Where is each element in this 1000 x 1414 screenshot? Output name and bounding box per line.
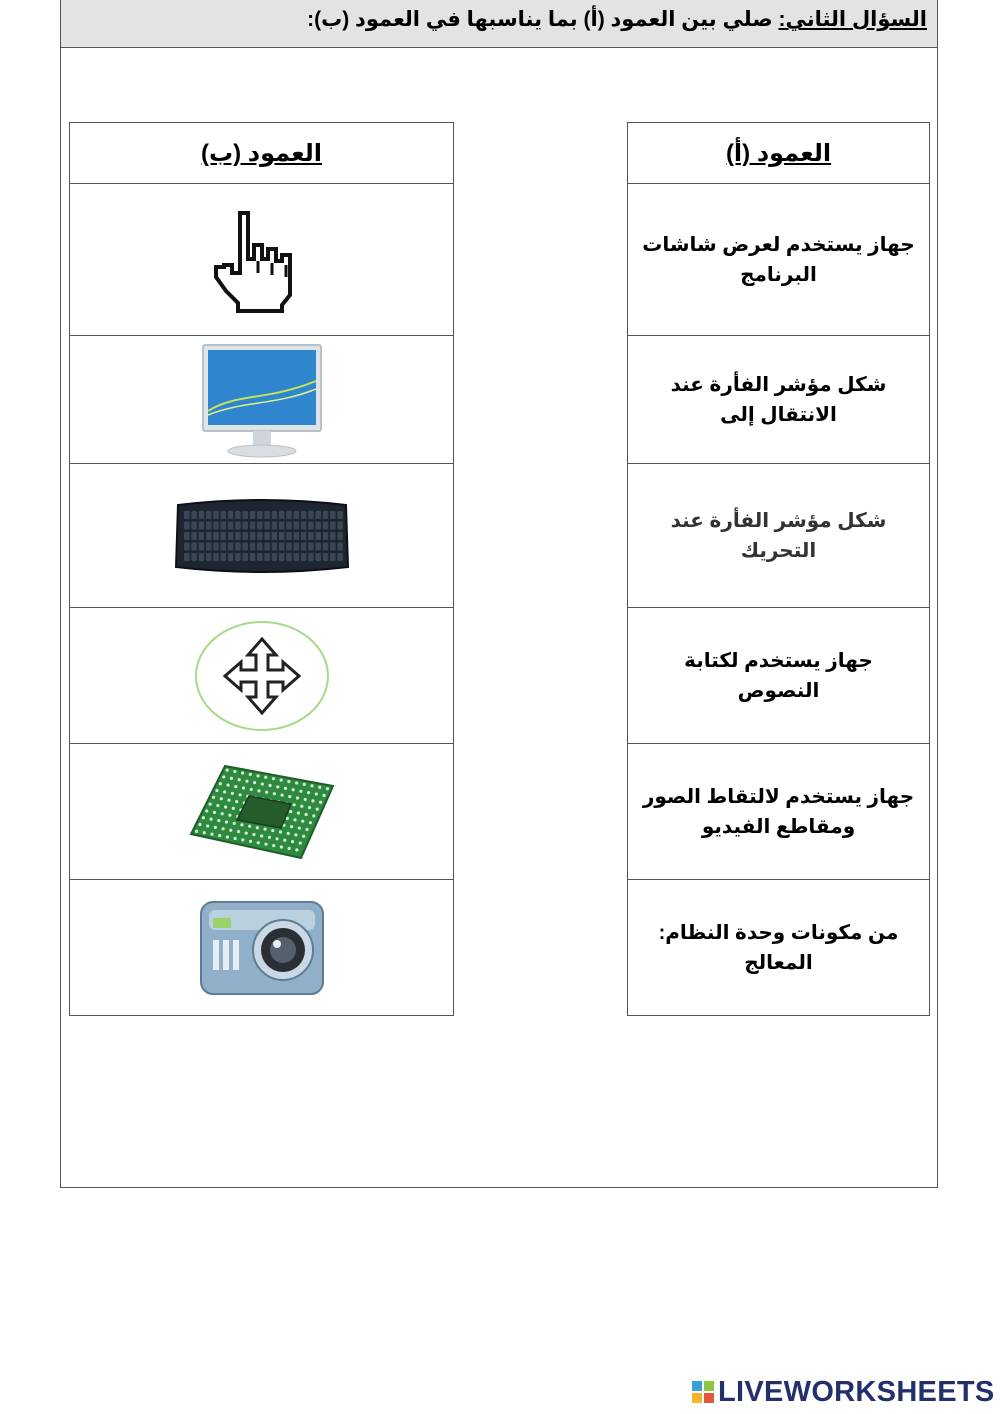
keyboard-icon xyxy=(172,491,352,581)
column-a-item[interactable]: جهاز يستخدم لكتابة النصوص xyxy=(628,607,929,743)
move-cursor-icon xyxy=(192,619,332,733)
monitor-icon xyxy=(197,341,327,459)
column-b-item[interactable] xyxy=(70,183,453,335)
question-label: السؤال الثاني: xyxy=(778,8,927,31)
processor-chip-icon xyxy=(187,762,337,862)
column-b-item[interactable] xyxy=(70,463,453,607)
column-b-item[interactable] xyxy=(70,335,453,463)
column-b-item[interactable] xyxy=(70,743,453,879)
footer-branding xyxy=(692,1374,995,1410)
liveworksheets-logo-icon xyxy=(692,1381,714,1403)
camera-icon xyxy=(197,896,327,1000)
hand-pointer-icon xyxy=(212,205,312,315)
column-a-item[interactable]: من مكونات وحدة النظام: المعالج xyxy=(628,879,929,1015)
column-a-item[interactable]: شكل مؤشر الفأرة عند التحريك xyxy=(628,463,929,607)
column-b-item[interactable] xyxy=(70,607,453,743)
column-b-item[interactable] xyxy=(70,879,453,1015)
question-text: صلي بين العمود (أ) بما يناسبها في العمود (ب): xyxy=(307,8,779,31)
column-a-item[interactable]: شكل مؤشر الفأرة عند الانتقال إلى xyxy=(628,335,929,463)
column-a xyxy=(627,122,930,1016)
column-b-header: العمود (ب) xyxy=(201,139,323,167)
column-a-item[interactable]: جهاز يستخدم لالتقاط الصور ومقاطع الفيديو xyxy=(628,743,929,879)
question-header xyxy=(61,0,937,48)
column-a-item[interactable]: جهاز يستخدم لعرض شاشات البرنامج xyxy=(628,183,929,335)
column-a-header: العمود (أ) xyxy=(725,139,832,167)
footer-brand: LIVEWORKSHEETS xyxy=(718,1375,995,1408)
column-b xyxy=(69,122,454,1016)
